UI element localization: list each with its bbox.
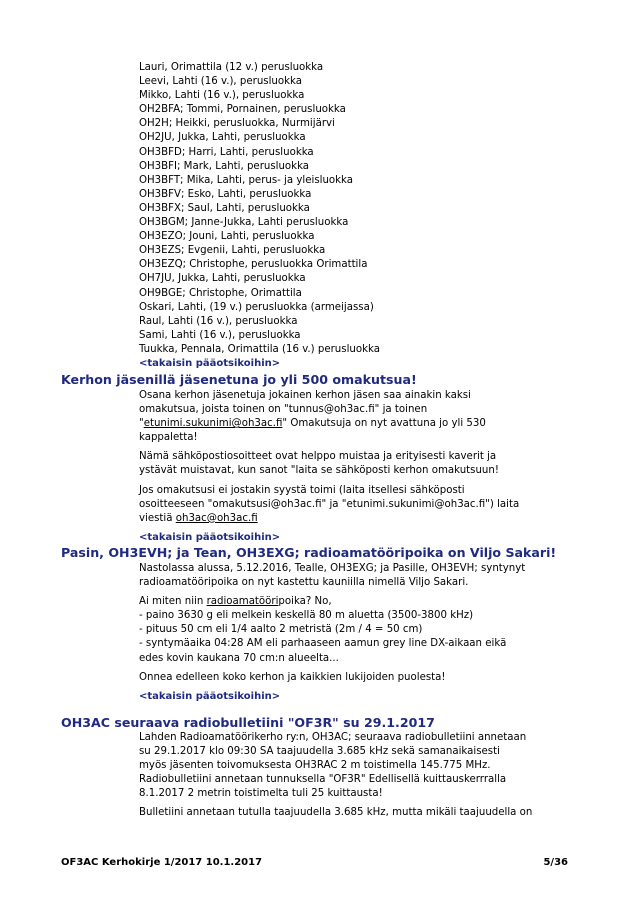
list-item: Lauri, Orimattila (12 v.) perusluokka <box>139 62 324 73</box>
paragraph <box>139 806 569 820</box>
section-body-bulletin <box>139 731 569 826</box>
text-line: - pituus 50 cm eli 1/4 aalto 2 metristä (2m / 4 = 50 cm) <box>139 624 423 636</box>
paragraph <box>139 731 569 801</box>
list-item: Mikko, Lahti (16 v.), perusluokka <box>139 90 305 102</box>
back-to-headlines-link[interactable]: <takaisin pääotsikoihin> <box>139 690 281 702</box>
text-line: "etunimi.sukunimi@oh3ac.fi" Omakutsuja on nyt avattuna jo yli 530 <box>139 418 486 430</box>
list-item: OH3EZQ; Christophe, perusluokka Orimattila <box>139 259 368 271</box>
page-footer <box>61 857 568 868</box>
text-line: Nastolassa alussa, 5.12.2016, Tealle, OH3EXG; ja Pasille, OH3EVH; syntynyt <box>139 563 526 574</box>
text-line <box>139 512 569 526</box>
text-fragment: viestiä <box>139 512 176 524</box>
list-item: OH2JU, Jukka, Lahti, perusluokka <box>139 132 306 144</box>
list-item: OH3BFV; Esko, Lahti, perusluokka <box>139 188 312 200</box>
email-link[interactable]: oh3ac@oh3ac.fi <box>175 512 258 524</box>
section-heading-viljo: Pasin, OH3EVH; ja Tean, OH3EXG; radioamatööripoika on Viljo Sakari! <box>61 545 557 560</box>
text-line: su 29.1.2017 klo 09:30 SA taajuudella 3.685 kHz sekä samanaikaisesti <box>139 746 500 758</box>
text-line: ystävät muistavat, kun sanot "laita se sähköposti kerhon omakutsuun! <box>139 465 499 477</box>
list-item: OH3EZS; Evgenii, Lahti, perusluokka <box>139 245 326 257</box>
list-item: OH3BFX; Saul, Lahti, perusluokka <box>139 202 310 214</box>
radioamateur-link[interactable]: radioamatööri <box>206 596 279 608</box>
list-item: OH3BGM; Janne-Jukka, Lahti perusluokka <box>139 217 349 229</box>
list-item: OH9BGE; Christophe, Orimattila <box>139 287 302 299</box>
section-heading-bulletin: OH3AC seuraava radiobulletiini "OF3R" su 29.1.2017 <box>61 715 435 730</box>
paragraph <box>139 671 569 685</box>
section-body-viljo <box>139 562 569 704</box>
paragraph <box>139 450 569 478</box>
text-line: edes kovin kaukana 70 cm:n alueelta... <box>139 652 339 664</box>
text-line: - syntymäaika 04:28 AM eli parhaaseen aamun grey line DX-aikaan eikä <box>139 638 507 650</box>
text-line: 8.1.2017 2 metrin toistimelta tuli 25 kuittausta! <box>139 788 383 800</box>
list-item: Sami, Lahti (16 v.), perusluokka <box>139 329 301 341</box>
back-to-headlines-link[interactable]: <takaisin pääotsikoihin> <box>139 357 281 369</box>
text-line: radioamatööripoika on nyt kastettu kauniilla nimellä Viljo Sakari. <box>139 577 469 589</box>
text-line: Lahden Radioamatöörikerho ry:n, OH3AC; seuraava radiobulletiini annetaan <box>139 732 527 743</box>
text-line: osoitteeseen "omakutsusi@oh3ac.fi" ja "etunimi.sukunimi@oh3ac.fi") laita <box>139 498 520 510</box>
text-fragment: poika? No, <box>278 596 332 608</box>
back-to-headlines-link[interactable]: <takaisin pääotsikoihin> <box>139 531 281 543</box>
section-body-omakutsu <box>139 389 569 545</box>
list-item: Tuukka, Pennala, Orimattila (16 v.) perusluokka <box>139 343 380 355</box>
list-item: OH3EZO; Jouni, Lahti, perusluokka <box>139 231 315 243</box>
list-item: OH3BFD; Harri, Lahti, perusluokka <box>139 146 314 158</box>
paragraph <box>139 562 569 590</box>
text-line: Osana kerhon jäsenetuja jokainen kerhon jäsen saa ainakin kaksi <box>139 390 471 401</box>
paragraph <box>139 389 569 445</box>
text-line: Bulletiini annetaan tutulla taajuudella 3.685 kHz, mutta mikäli taajuudella on <box>139 807 533 819</box>
list-item: Raul, Lahti (16 v.), perusluokka <box>139 315 298 327</box>
paragraph <box>139 595 569 665</box>
member-list <box>139 61 569 371</box>
section-heading-omakutsu: Kerhon jäsenillä jäsenetuna jo yli 500 omakutsua! <box>61 372 417 387</box>
list-item: OH2H; Heikki, perusluokka, Nurmijärvi <box>139 118 335 130</box>
list-item: OH3BFI; Mark, Lahti, perusluokka <box>139 160 310 172</box>
text-fragment: Ai miten niin <box>139 596 207 608</box>
paragraph <box>139 484 569 526</box>
list-item: Leevi, Lahti (16 v.), perusluokka <box>139 76 302 88</box>
list-item: Oskari, Lahti, (19 v.) perusluokka (armeijassa) <box>139 301 374 313</box>
email-link[interactable]: etunimi.sukunimi@oh3ac.fi <box>143 418 283 430</box>
text-line: - paino 3630 g eli melkein keskellä 80 m aluetta (3500-3800 kHz) <box>139 610 474 622</box>
footer-title: OF3AC Kerhokirje 1/2017 10.1.2017 <box>61 857 263 868</box>
list-item: OH3BFT; Mika, Lahti, perus- ja yleisluokka <box>139 174 354 186</box>
text-line: Jos omakutsusi ei jostakin syystä toimi (laita itsellesi sähköposti <box>139 484 465 496</box>
text-line: kappaletta! <box>139 432 198 444</box>
text-line: myös jäsenten toivomuksesta OH3RAC 2 m toistimella 145.775 MHz. <box>139 760 491 772</box>
text-line: Onnea edelleen koko kerhon ja kaikkien lukijoiden puolesta! <box>139 671 446 683</box>
text-line: Nämä sähköpostiosoitteet ovat helppo muistaa ja erityisesti kaverit ja <box>139 451 497 463</box>
list-item: OH2BFA; Tommi, Pornainen, perusluokka <box>139 104 346 116</box>
text-line: Radiobulletiini annetaan tunnuksella "OF3R" Edellisellä kuittauskerrralla <box>139 774 507 786</box>
text-fragment: " Omakutsuja on nyt avattuna jo yli 530 <box>282 418 486 430</box>
text-line <box>139 595 569 609</box>
page-number: 5/36 <box>543 857 568 868</box>
list-item: OH7JU, Jukka, Lahti, perusluokka <box>139 273 306 285</box>
text-line: omakutsua, joista toinen on "tunnus@oh3ac.fi" ja toinen <box>139 404 428 416</box>
